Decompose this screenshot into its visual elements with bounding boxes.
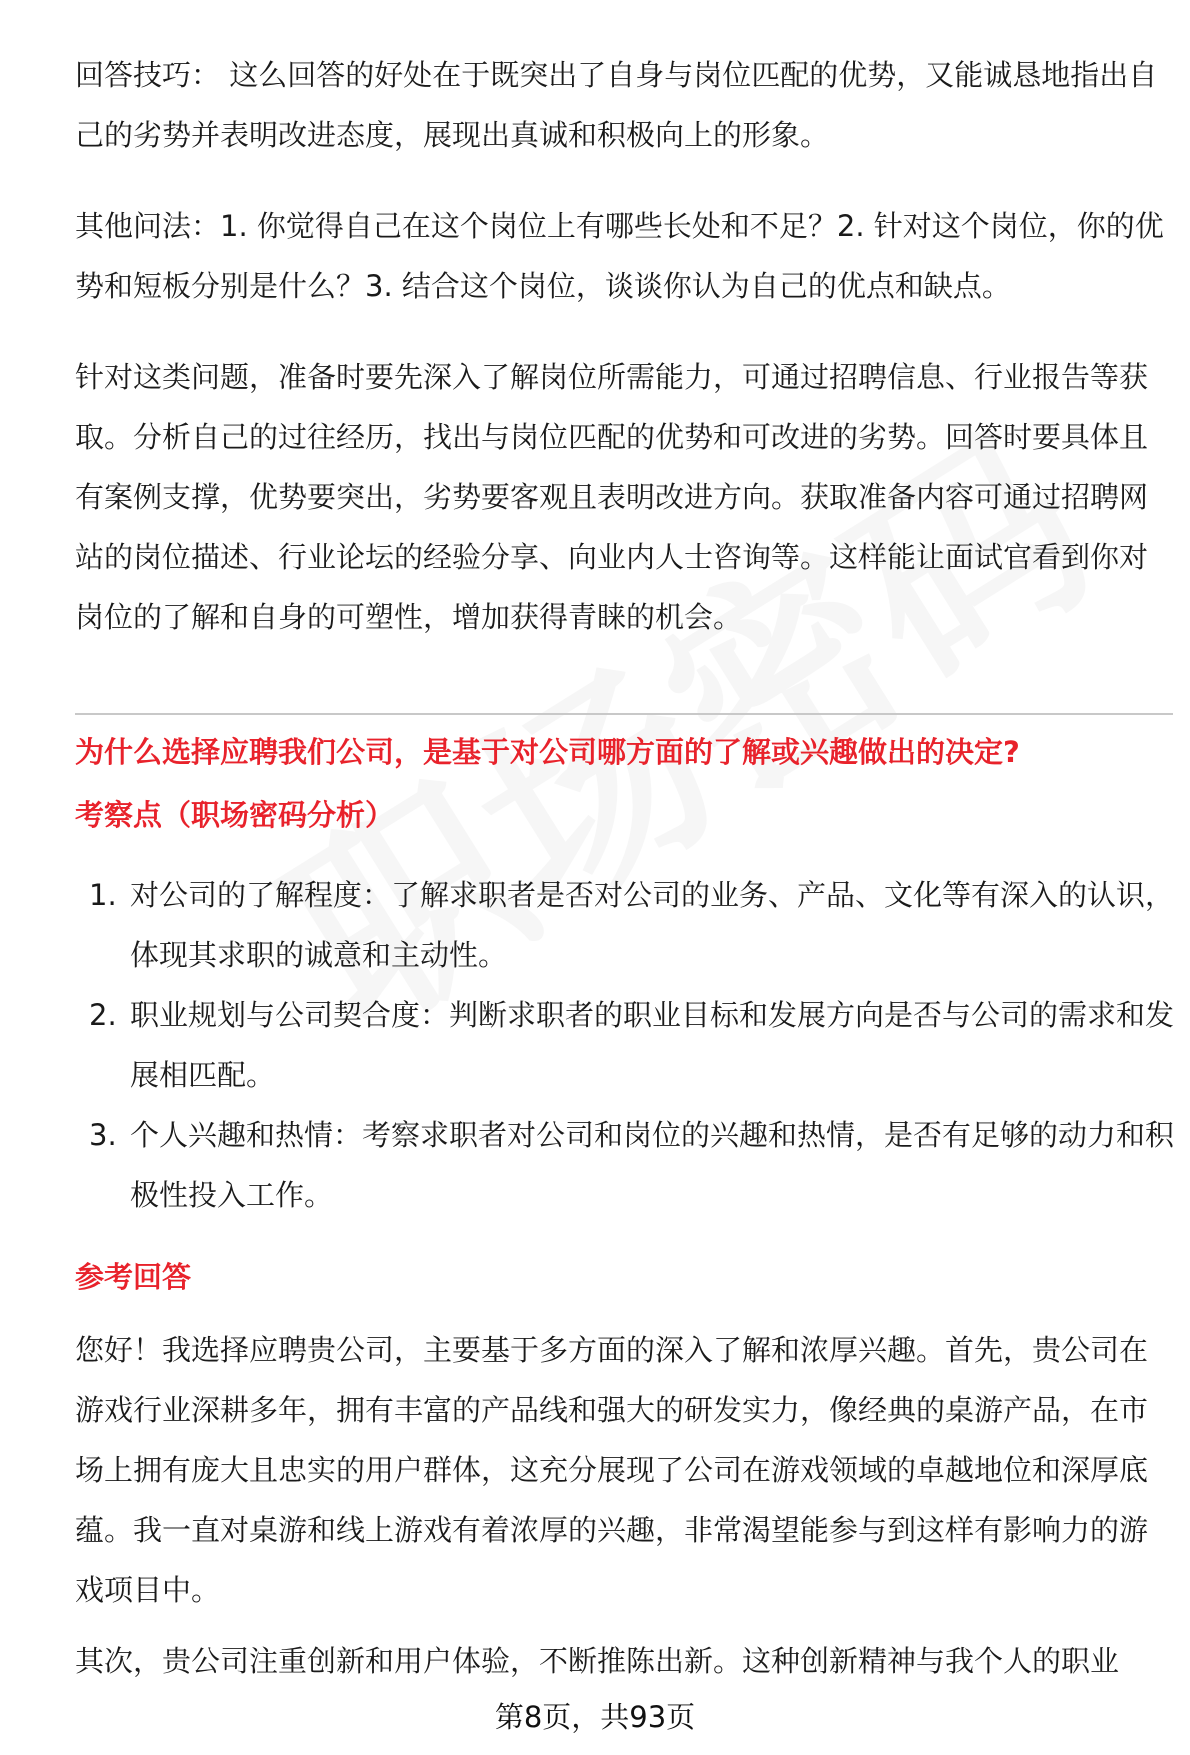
focus-heading: 考察点（职场密码分析） xyxy=(75,798,395,832)
tip-paragraph: 回答技巧： 这么回答的好处在于既突出了自身与岗位匹配的优势，又能诚恳地指出自己的劣势并表明改进态度，展现出真诚和积极向上的形象。 xyxy=(75,58,1158,152)
list-item xyxy=(75,865,1175,985)
list-number: 1. xyxy=(89,878,117,912)
page-number: 第8页，共93页 xyxy=(494,1700,696,1734)
list-text: 职业规划与公司契合度：判断求职者的职业目标和发展方向是否与公司的需求和发展相匹配。 xyxy=(130,998,1175,1092)
list-number: 2. xyxy=(89,998,117,1032)
list-text: 对公司的了解程度：了解求职者是否对公司的业务、产品、文化等有深入的认识，体现其求职的诚意和主动性。 xyxy=(130,878,1175,972)
preparation-paragraph: 针对这类问题，准备时要先深入了解岗位所需能力，可通过招聘信息、行业报告等获取。分析自己的过往经历，找出与岗位匹配的优势和可改进的劣势。回答时要具体且有案例支撑，优势要突出，劣势要客观且表明改进方向。获取准备内容可通过招聘网站的岗位描述、行业论坛的经验分享、向业内人士咨询等。这样能让面试官看到你对岗位的了解和自身的可塑性，增加获得青睐的机会。 xyxy=(75,360,1149,634)
section-divider xyxy=(75,713,1173,715)
list-item xyxy=(75,985,1175,1105)
other-questions-paragraph: 其他问法：1. 你觉得自己在这个岗位上有哪些长处和不足？2. 针对这个岗位，你的优势和短板分别是什么？3. 结合这个岗位，谈谈你认为自己的优点和缺点。 xyxy=(75,209,1164,303)
question-heading: 为什么选择应聘我们公司，是基于对公司哪方面的了解或兴趣做出的决定? xyxy=(75,735,1020,769)
answer-paragraph-1: 您好！我选择应聘贵公司，主要基于多方面的深入了解和浓厚兴趣。首先，贵公司在游戏行业深耕多年，拥有丰富的产品线和强大的研发实力，像经典的桌游产品，在市场上拥有庞大且忠实的用户群体，这充分展现了公司在游戏领域的卓越地位和深厚底蕴。我一直对桌游和线上游戏有着浓厚的兴趣，非常渴望能参与到这样有影响力的游戏项目中。 xyxy=(75,1333,1149,1607)
focus-list xyxy=(75,865,1175,1225)
answer-paragraph-2: 其次，贵公司注重创新和用户体验，不断推陈出新。这种创新精神与我个人的职业 xyxy=(75,1644,1120,1678)
list-item xyxy=(75,1105,1175,1225)
list-number: 3. xyxy=(89,1118,117,1152)
list-text: 个人兴趣和热情：考察求职者对公司和岗位的兴趣和热情，是否有足够的动力和积极性投入工作。 xyxy=(130,1118,1175,1212)
answer-heading: 参考回答 xyxy=(75,1260,192,1294)
